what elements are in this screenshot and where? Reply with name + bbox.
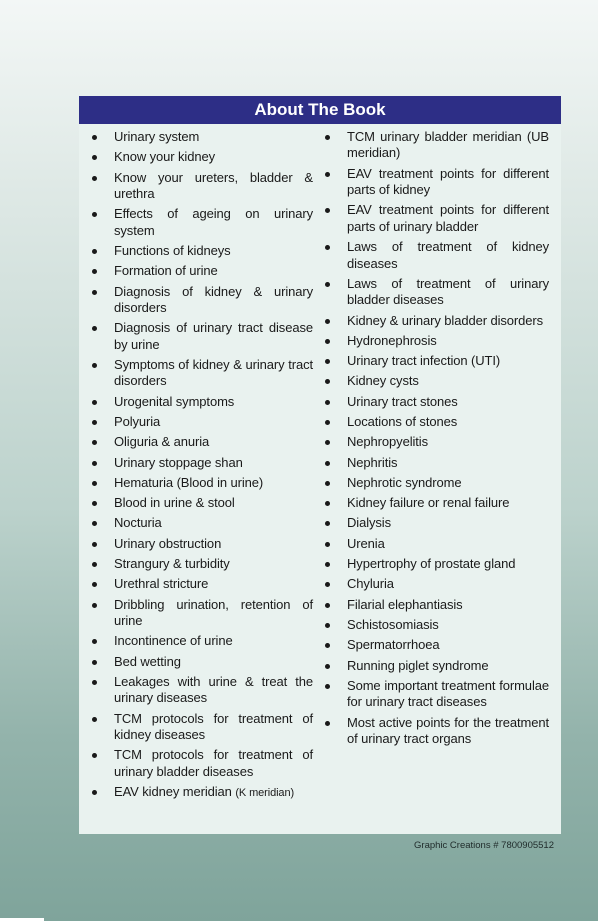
list-item-text: Blood in urine & stool (114, 495, 235, 511)
about-the-book-panel (79, 96, 561, 834)
list-item (324, 715, 549, 748)
bullet-icon (92, 542, 97, 547)
bullet-icon (92, 212, 97, 217)
list-item (91, 263, 313, 279)
list-item (324, 166, 549, 199)
list-item (91, 149, 313, 165)
bullet-icon (325, 245, 330, 250)
bullet-icon (92, 753, 97, 758)
bullet-icon (92, 461, 97, 466)
bullet-icon (92, 639, 97, 644)
bullet-icon (325, 135, 330, 140)
bullet-icon (325, 440, 330, 445)
list-item-text: Urinary tract stones (347, 393, 458, 409)
list-item-text: Chyluria (347, 576, 394, 592)
bullet-icon (325, 481, 330, 486)
list-item-text: Formation of urine (114, 263, 218, 279)
list-item (91, 357, 313, 390)
bullet-icon (325, 582, 330, 587)
list-item (91, 556, 313, 572)
bullet-icon (325, 359, 330, 364)
list-item-text: Nephritis (347, 454, 398, 470)
bullet-icon (92, 501, 97, 506)
list-item-text: Oliguria & anuria (114, 434, 210, 450)
list-item (91, 674, 313, 707)
list-item-text: Kidney cysts (347, 373, 419, 389)
bullet-icon (325, 208, 330, 213)
list-item (91, 597, 313, 630)
bullet-icon (92, 155, 97, 160)
list-item-text: Hematuria (Blood in urine) (114, 474, 264, 490)
list-item-text: Know your kidney (114, 149, 216, 165)
list-item (324, 536, 549, 552)
list-item (91, 284, 313, 317)
list-item (324, 202, 549, 235)
list-item (91, 711, 313, 744)
list-item-text: Spermatorrhoea (347, 637, 440, 653)
list-item-text: EAV treatment points for different parts of urinary bladder (347, 202, 549, 234)
list-item (91, 576, 313, 592)
list-item (91, 495, 313, 511)
bullet-icon (325, 379, 330, 384)
bullet-icon (325, 721, 330, 726)
list-item-text: Effects of ageing on urinary system (114, 206, 313, 238)
list-item-text: Diagnosis of kidney & urinary disorders (114, 283, 313, 315)
list-item-text: Strangury & turbidity (114, 556, 230, 572)
list-item-text: Filarial elephantiasis (347, 596, 463, 612)
bullet-icon (325, 603, 330, 608)
list-item-text: Urethral stricture (114, 576, 209, 592)
list-item (91, 654, 313, 670)
list-item-text: Schistosomiasis (347, 616, 439, 632)
list-item-text: Dribbling urination, retention of urine (114, 596, 313, 629)
list-item-text: TCM protocols for treatment of urinary bladder diseases (114, 747, 313, 779)
banner-title: About The Book (79, 96, 561, 124)
list-item-text: Locations of stones (347, 414, 458, 429)
bullet-icon (92, 420, 97, 425)
list-item (324, 658, 549, 674)
list-item (324, 495, 549, 511)
list-item (91, 784, 313, 801)
bullet-icon (325, 684, 330, 689)
list-item (91, 475, 313, 491)
list-item (91, 455, 313, 471)
list-item-text: Urinary obstruction (114, 535, 222, 551)
list-item (324, 239, 549, 272)
list-item (324, 576, 549, 592)
list-item-text: Laws of treatment of kidney diseases (347, 239, 549, 271)
bullet-icon (325, 420, 330, 425)
bullet-icon (325, 339, 330, 344)
list-item-text: Nephropyelitis (347, 434, 428, 450)
bullet-icon (92, 717, 97, 722)
list-item (91, 747, 313, 780)
bullet-icon (92, 326, 97, 331)
bullet-icon (92, 249, 97, 254)
list-item-note: (K meridian) (235, 787, 295, 800)
list-item (324, 353, 549, 369)
list-item (324, 678, 549, 711)
list-item (324, 394, 549, 410)
list-item-text: Incontinence of urine (114, 633, 233, 649)
bullet-icon (92, 176, 97, 181)
list-item (324, 617, 549, 633)
list-item-text: Dialysis (347, 515, 391, 531)
bullet-icon (92, 790, 97, 795)
bullet-icon (92, 135, 97, 140)
bullet-icon (325, 664, 330, 669)
bullet-icon (325, 172, 330, 177)
bullet-icon (325, 562, 330, 567)
list-item-text: Functions of kidneys (114, 243, 231, 258)
list-item-text: Urinary system (114, 129, 200, 144)
list-item (324, 276, 549, 309)
right-column-list (324, 129, 549, 751)
list-item-text: Diagnosis of urinary tract disease by urine (114, 320, 313, 352)
bullet-icon (92, 290, 97, 295)
list-item-text: Bed wetting (114, 653, 181, 669)
list-item-text: Laws of treatment of urinary bladder diseases (347, 275, 549, 308)
list-item (324, 475, 549, 491)
list-item (324, 414, 549, 430)
bullet-icon (92, 400, 97, 405)
list-item (324, 637, 549, 653)
bullet-icon (325, 282, 330, 287)
bullet-icon (92, 562, 97, 567)
list-item (91, 434, 313, 450)
list-item (91, 633, 313, 649)
list-item-text: Symptoms of kidney & urinary tract disorders (114, 357, 313, 389)
bullet-icon (92, 269, 97, 274)
list-item-text: Kidney & urinary bladder disorders (347, 312, 544, 328)
list-item (91, 170, 313, 203)
left-column-list (91, 129, 313, 805)
list-item (324, 597, 549, 613)
bullet-icon (325, 319, 330, 324)
bullet-icon (92, 521, 97, 526)
list-item-text: Some important treatment formulae for urinary tract diseases (347, 677, 549, 710)
list-item-text: Know your ureters, bladder & urethra (114, 169, 313, 201)
list-item-text: Urenia (347, 535, 385, 551)
list-item (324, 313, 549, 329)
list-item (91, 206, 313, 239)
list-item (324, 333, 549, 349)
list-item-text: TCM protocols for treatment of kidney diseases (114, 710, 313, 743)
list-item (91, 414, 313, 430)
columns (79, 124, 561, 834)
list-item-text: Kidney failure or renal failure (347, 495, 510, 511)
bullet-icon (325, 643, 330, 648)
bullet-icon (325, 461, 330, 466)
list-item-text: Most active points for the treatment of urinary tract organs (347, 714, 549, 746)
list-item-text: Urinary stoppage shan (114, 454, 243, 470)
list-item (91, 243, 313, 259)
list-item (324, 434, 549, 450)
list-item-text: Nocturia (114, 515, 162, 531)
list-item-text: TCM urinary bladder meridian (UB meridian) (347, 129, 549, 161)
list-item-text: Hydronephrosis (347, 332, 437, 348)
list-item-text: Hypertrophy of prostate gland (347, 556, 516, 572)
list-item-text: EAV kidney meridian (114, 784, 232, 800)
list-item-text: Running piglet syndrome (347, 657, 489, 673)
list-item (324, 129, 549, 162)
list-item-text: Leakages with urine & treat the urinary diseases (114, 673, 313, 706)
list-item-text: Urogenital symptoms (114, 393, 235, 409)
bullet-icon (92, 481, 97, 486)
bullet-icon (92, 363, 97, 368)
list-item (91, 394, 313, 410)
bullet-icon (92, 603, 97, 608)
bullet-icon (325, 400, 330, 405)
list-item (324, 455, 549, 471)
bullet-icon (92, 582, 97, 587)
list-item-text: Nephrotic syndrome (347, 474, 462, 490)
list-item-text: Urinary tract infection (UTI) (347, 353, 501, 369)
bullet-icon (92, 440, 97, 445)
credit-line: Graphic Creations # 7800905512 (414, 840, 554, 851)
list-item-text: Polyuria (114, 414, 161, 429)
list-item (91, 129, 313, 145)
bullet-icon (325, 501, 330, 506)
bullet-icon (92, 680, 97, 685)
bullet-icon (325, 623, 330, 628)
bullet-icon (325, 521, 330, 526)
bullet-icon (325, 542, 330, 547)
bullet-icon (92, 660, 97, 665)
list-item (91, 536, 313, 552)
list-item (91, 515, 313, 531)
list-item-text: EAV treatment points for different parts of kidney (347, 165, 549, 198)
list-item (324, 556, 549, 572)
list-item (324, 373, 549, 389)
list-item (91, 320, 313, 353)
list-item (324, 515, 549, 531)
